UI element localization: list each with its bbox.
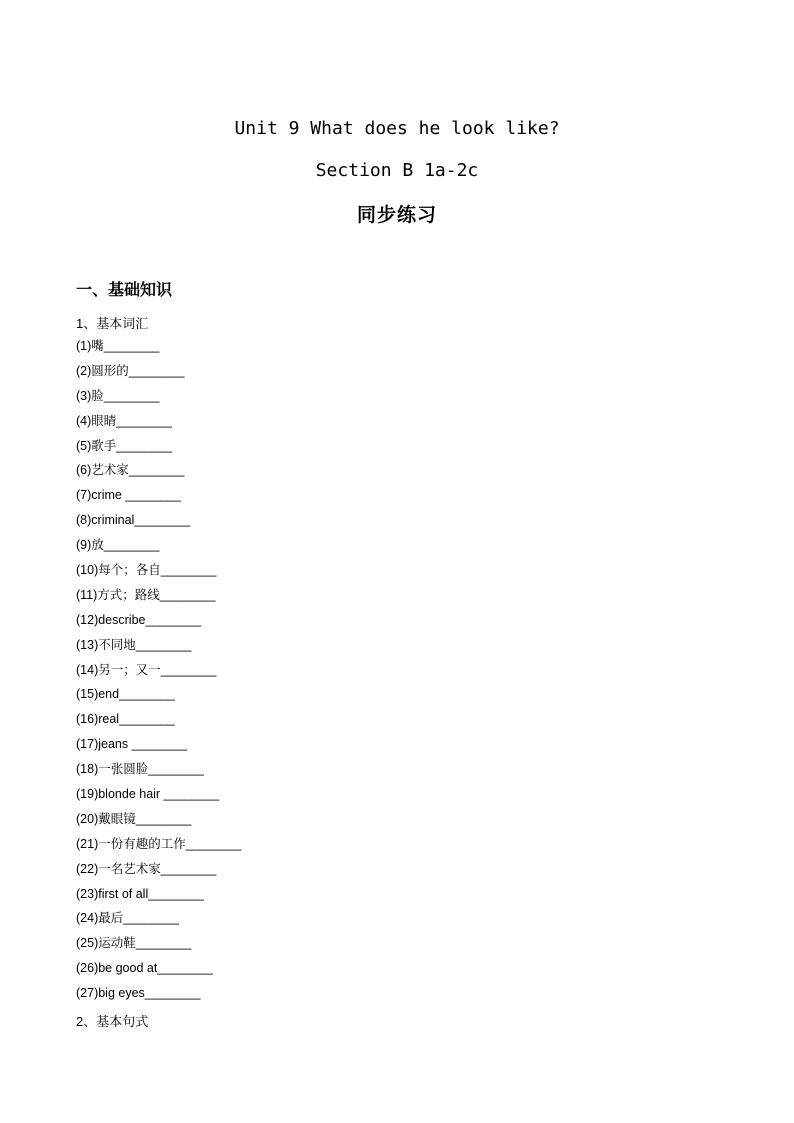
worksheet-title: Unit 9 What does he look like? bbox=[234, 118, 560, 139]
vocab-item: (5)歌手________ bbox=[76, 438, 172, 453]
vocab-item: (17)jeans ________ bbox=[76, 737, 188, 752]
vocab-item: (1)嘴________ bbox=[76, 339, 160, 353]
vocab-item: (6)艺术家________ bbox=[76, 463, 185, 478]
vocab-item: (9)放________ bbox=[76, 538, 160, 553]
vocab-item: (19)blonde hair ________ bbox=[76, 787, 220, 802]
worksheet-section: Section B 1a-2c bbox=[315, 160, 479, 181]
vocab-item: (27)big eyes________ bbox=[76, 986, 201, 1001]
vocab-item: (3)脸________ bbox=[76, 388, 160, 403]
vocab-item: (22)一名艺术家________ bbox=[76, 861, 217, 876]
vocab-item: (8)criminal________ bbox=[76, 513, 190, 528]
vocab-item: (4)眼睛________ bbox=[76, 413, 172, 428]
vocab-item: (10)每个；各自________ bbox=[76, 563, 217, 578]
section-heading-basics: 一、基础知识 bbox=[76, 282, 173, 299]
vocab-item: (24)最后________ bbox=[76, 911, 179, 926]
part-heading-vocabulary: 1、基本词汇 bbox=[76, 316, 149, 331]
vocab-item: (13)不同地________ bbox=[76, 637, 192, 652]
vocab-item: (21)一份有趣的工作________ bbox=[76, 836, 242, 851]
vocab-item: (12)describe________ bbox=[76, 612, 202, 627]
vocab-item: (16)real________ bbox=[76, 712, 175, 727]
vocab-item: (15)end________ bbox=[76, 687, 175, 702]
vocabulary-list bbox=[76, 337, 241, 1009]
vocab-item: (18)一张圆脸________ bbox=[76, 762, 204, 777]
worksheet-subtitle: 同步练习 bbox=[356, 205, 437, 226]
vocab-item: (2)圆形的________ bbox=[76, 363, 185, 378]
vocab-item: (25)运动鞋________ bbox=[76, 936, 192, 951]
vocab-item: (11)方式；路线________ bbox=[76, 587, 216, 602]
vocab-item: (7)crime ________ bbox=[76, 488, 181, 503]
vocab-item: (14)另一；又一________ bbox=[76, 662, 217, 677]
vocab-item: (26)be good at________ bbox=[76, 961, 213, 976]
vocab-item: (20)戴眼镜________ bbox=[76, 811, 192, 826]
vocab-item: (23)first of all________ bbox=[76, 886, 204, 901]
part-heading-sentences: 2、基本句式 bbox=[76, 1014, 149, 1029]
